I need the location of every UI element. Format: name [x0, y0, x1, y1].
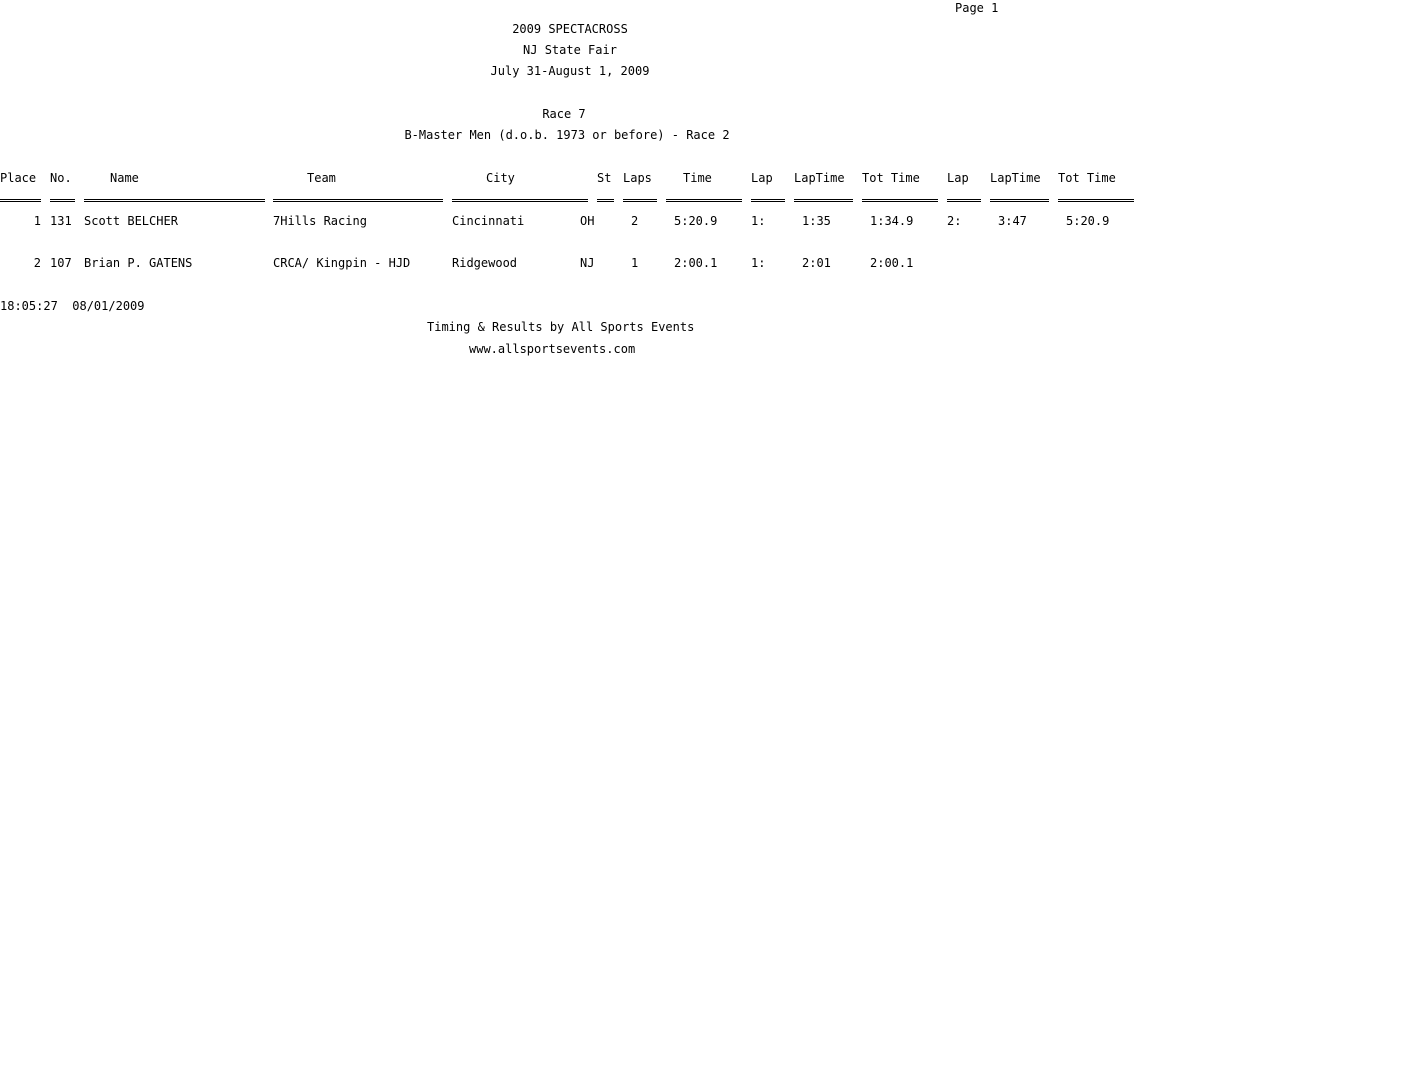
cell-st: NJ: [580, 256, 595, 270]
cell-no: 107: [50, 256, 72, 270]
col-team: Team: [307, 171, 336, 185]
rule-team: [273, 199, 443, 202]
event-title: 2009 SPECTACROSS: [512, 22, 628, 36]
race-category: B-Master Men (d.o.b. 1973 or before) - Race 2: [404, 128, 730, 142]
cell-no: 131: [50, 214, 72, 228]
race-number: Race 7: [542, 107, 586, 121]
cell-city: Ridgewood: [452, 256, 518, 270]
cell-tottime-1: 2:00.1: [870, 256, 914, 270]
col-laps: Laps: [623, 171, 652, 185]
rule-st: [597, 199, 614, 202]
rule-laptime-2: [990, 199, 1049, 202]
cell-name: Brian P. GATENS: [84, 256, 193, 270]
rule-no: [50, 199, 75, 202]
rule-city: [452, 199, 588, 202]
cell-time: 2:00.1: [674, 256, 718, 270]
cell-place: 2: [33, 256, 41, 270]
page-number: Page 1: [955, 1, 999, 15]
cell-time: 5:20.9: [674, 214, 718, 228]
col-laptime-1: LapTime: [794, 171, 845, 185]
rule-place: [0, 199, 41, 202]
cell-team: 7Hills Racing: [273, 214, 367, 228]
cell-city: Cincinnati: [452, 214, 525, 228]
cell-team: CRCA/ Kingpin - HJD: [273, 256, 411, 270]
timing-credit: Timing & Results by All Sports Events: [427, 320, 695, 334]
rule-laptime-1: [794, 199, 853, 202]
cell-lap-1: 1:: [751, 256, 766, 270]
cell-laptime-2: 3:47: [998, 214, 1027, 228]
print-timestamp: 18:05:27 08/01/2009: [0, 299, 145, 313]
cell-st: OH: [580, 214, 595, 228]
rule-lap-2: [947, 199, 981, 202]
event-venue: NJ State Fair: [523, 43, 617, 57]
rule-time: [666, 199, 742, 202]
col-time: Time: [683, 171, 712, 185]
rule-laps: [623, 199, 657, 202]
col-name: Name: [110, 171, 139, 185]
cell-tottime-2: 5:20.9: [1066, 214, 1110, 228]
col-no: No.: [50, 171, 72, 185]
col-laptime-2: LapTime: [990, 171, 1041, 185]
cell-name: Scott BELCHER: [84, 214, 178, 228]
event-dates: July 31-August 1, 2009: [490, 64, 650, 78]
cell-tottime-1: 1:34.9: [870, 214, 914, 228]
website-url: www.allsportsevents.com: [469, 342, 636, 356]
col-place: Place: [0, 171, 37, 185]
cell-lap-2: 2:: [947, 214, 962, 228]
rule-tottime-2: [1058, 199, 1134, 202]
cell-laptime-1: 1:35: [802, 214, 831, 228]
col-st: St: [597, 171, 612, 185]
rule-name: [84, 199, 265, 202]
col-lap-1: Lap: [751, 171, 773, 185]
rule-lap-1: [751, 199, 785, 202]
cell-laptime-1: 2:01: [802, 256, 831, 270]
col-tottime-1: Tot Time: [862, 171, 920, 185]
cell-laps: 1: [631, 256, 639, 270]
cell-lap-1: 1:: [751, 214, 766, 228]
col-lap-2: Lap: [947, 171, 969, 185]
col-city: City: [486, 171, 515, 185]
rule-tottime-1: [862, 199, 938, 202]
cell-laps: 2: [631, 214, 639, 228]
cell-place: 1: [33, 214, 41, 228]
col-tottime-2: Tot Time: [1058, 171, 1116, 185]
